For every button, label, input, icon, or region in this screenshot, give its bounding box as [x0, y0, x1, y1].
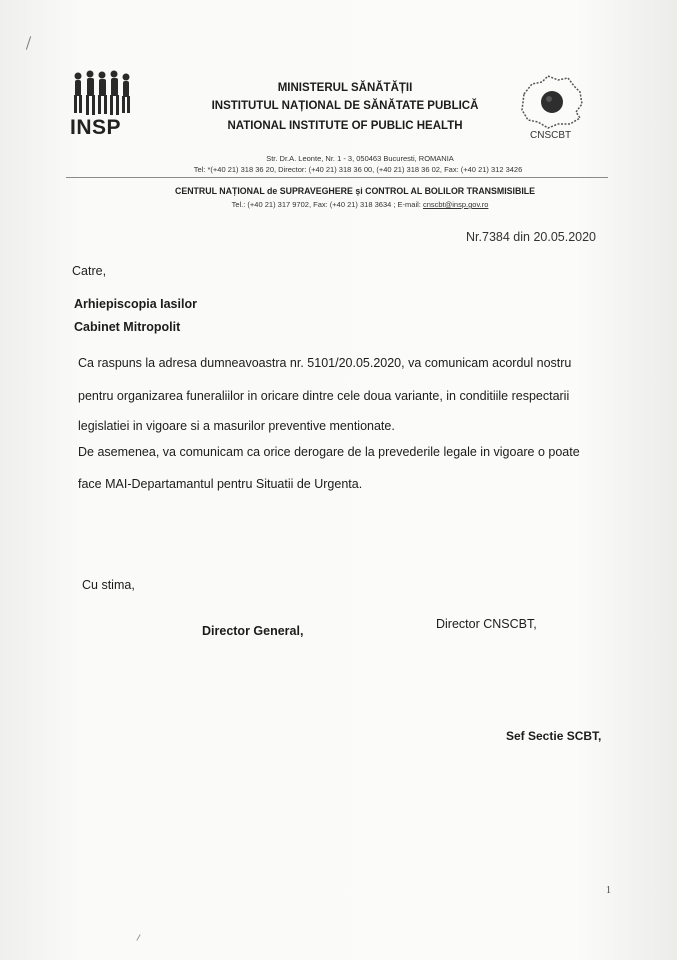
closing: Cu stima, [82, 578, 135, 592]
institute-title-ro: INSTITUTUL NAȚIONAL DE SĂNĂTATE PUBLICĂ [211, 100, 479, 112]
margin-mark [136, 934, 140, 941]
center-contacts [160, 200, 560, 209]
ministry-title: MINISTERUL SĂNĂTĂȚII [277, 82, 413, 94]
body-line: Ca raspuns la adresa dumneavoastra nr. 5101/20.05.2020, va comunicam acordul nostru [78, 356, 572, 370]
cnscbt-logo-icon [518, 74, 586, 134]
institute-phones: Tel: *(+40 21) 318 36 20, Director: (+40 21) 318 36 00, (+40 21) 318 36 02, Fax: (+40 21) 312 3426 [193, 165, 523, 174]
registration-number: Nr.7384 din 20.05.2020 [466, 230, 596, 244]
signatory-sef-sectie: Sef Sectie SCBT, [506, 729, 602, 743]
signatory-director-general: Director General, [202, 624, 304, 638]
cnscbt-logo-text: CNSCBT [530, 130, 572, 141]
insp-logo-text: INSP [70, 116, 122, 139]
salutation: Catre, [72, 264, 107, 278]
institute-title-en: NATIONAL INSTITUTE OF PUBLIC HEALTH [227, 120, 463, 132]
insp-logo-icon [70, 70, 134, 116]
body-line: face MAI-Departamantul pentru Situatii de Urgenta. [78, 477, 363, 491]
center-name: CENTRUL NAȚIONAL de SUPRAVEGHERE și CONTROL AL BOLILOR TRANSMISIBILE [174, 186, 536, 196]
body-line: legislatiei in vigoare si a masurilor preventive mentionate. [78, 419, 395, 433]
page-number: 1 [606, 885, 611, 896]
header-divider [66, 177, 608, 178]
center-email: cnscbt@insp.gov.ro [422, 200, 489, 209]
margin-mark [26, 36, 31, 50]
institute-address: Str. Dr.A. Leonte, Nr. 1 - 3, 050463 Bucuresti, ROMANIA [266, 154, 454, 163]
signatory-director-cnscbt: Director CNSCBT, [436, 617, 537, 631]
body-line: pentru organizarea funeraliilor in oricare dintre cele doua variante, in conditiile respectarii [78, 389, 570, 403]
recipient-line-2: Cabinet Mitropolit [74, 320, 181, 334]
center-contacts-text: Tel.: (+40 21) 317 9702, Fax: (+40 21) 318 3634 ; E-mail: [231, 200, 423, 209]
recipient-line-1: Arhiepiscopia Iasilor [74, 297, 197, 311]
body-line: De asemenea, va comunicam ca orice derogare de la prevederile legale in vigoare o poate [78, 445, 580, 459]
